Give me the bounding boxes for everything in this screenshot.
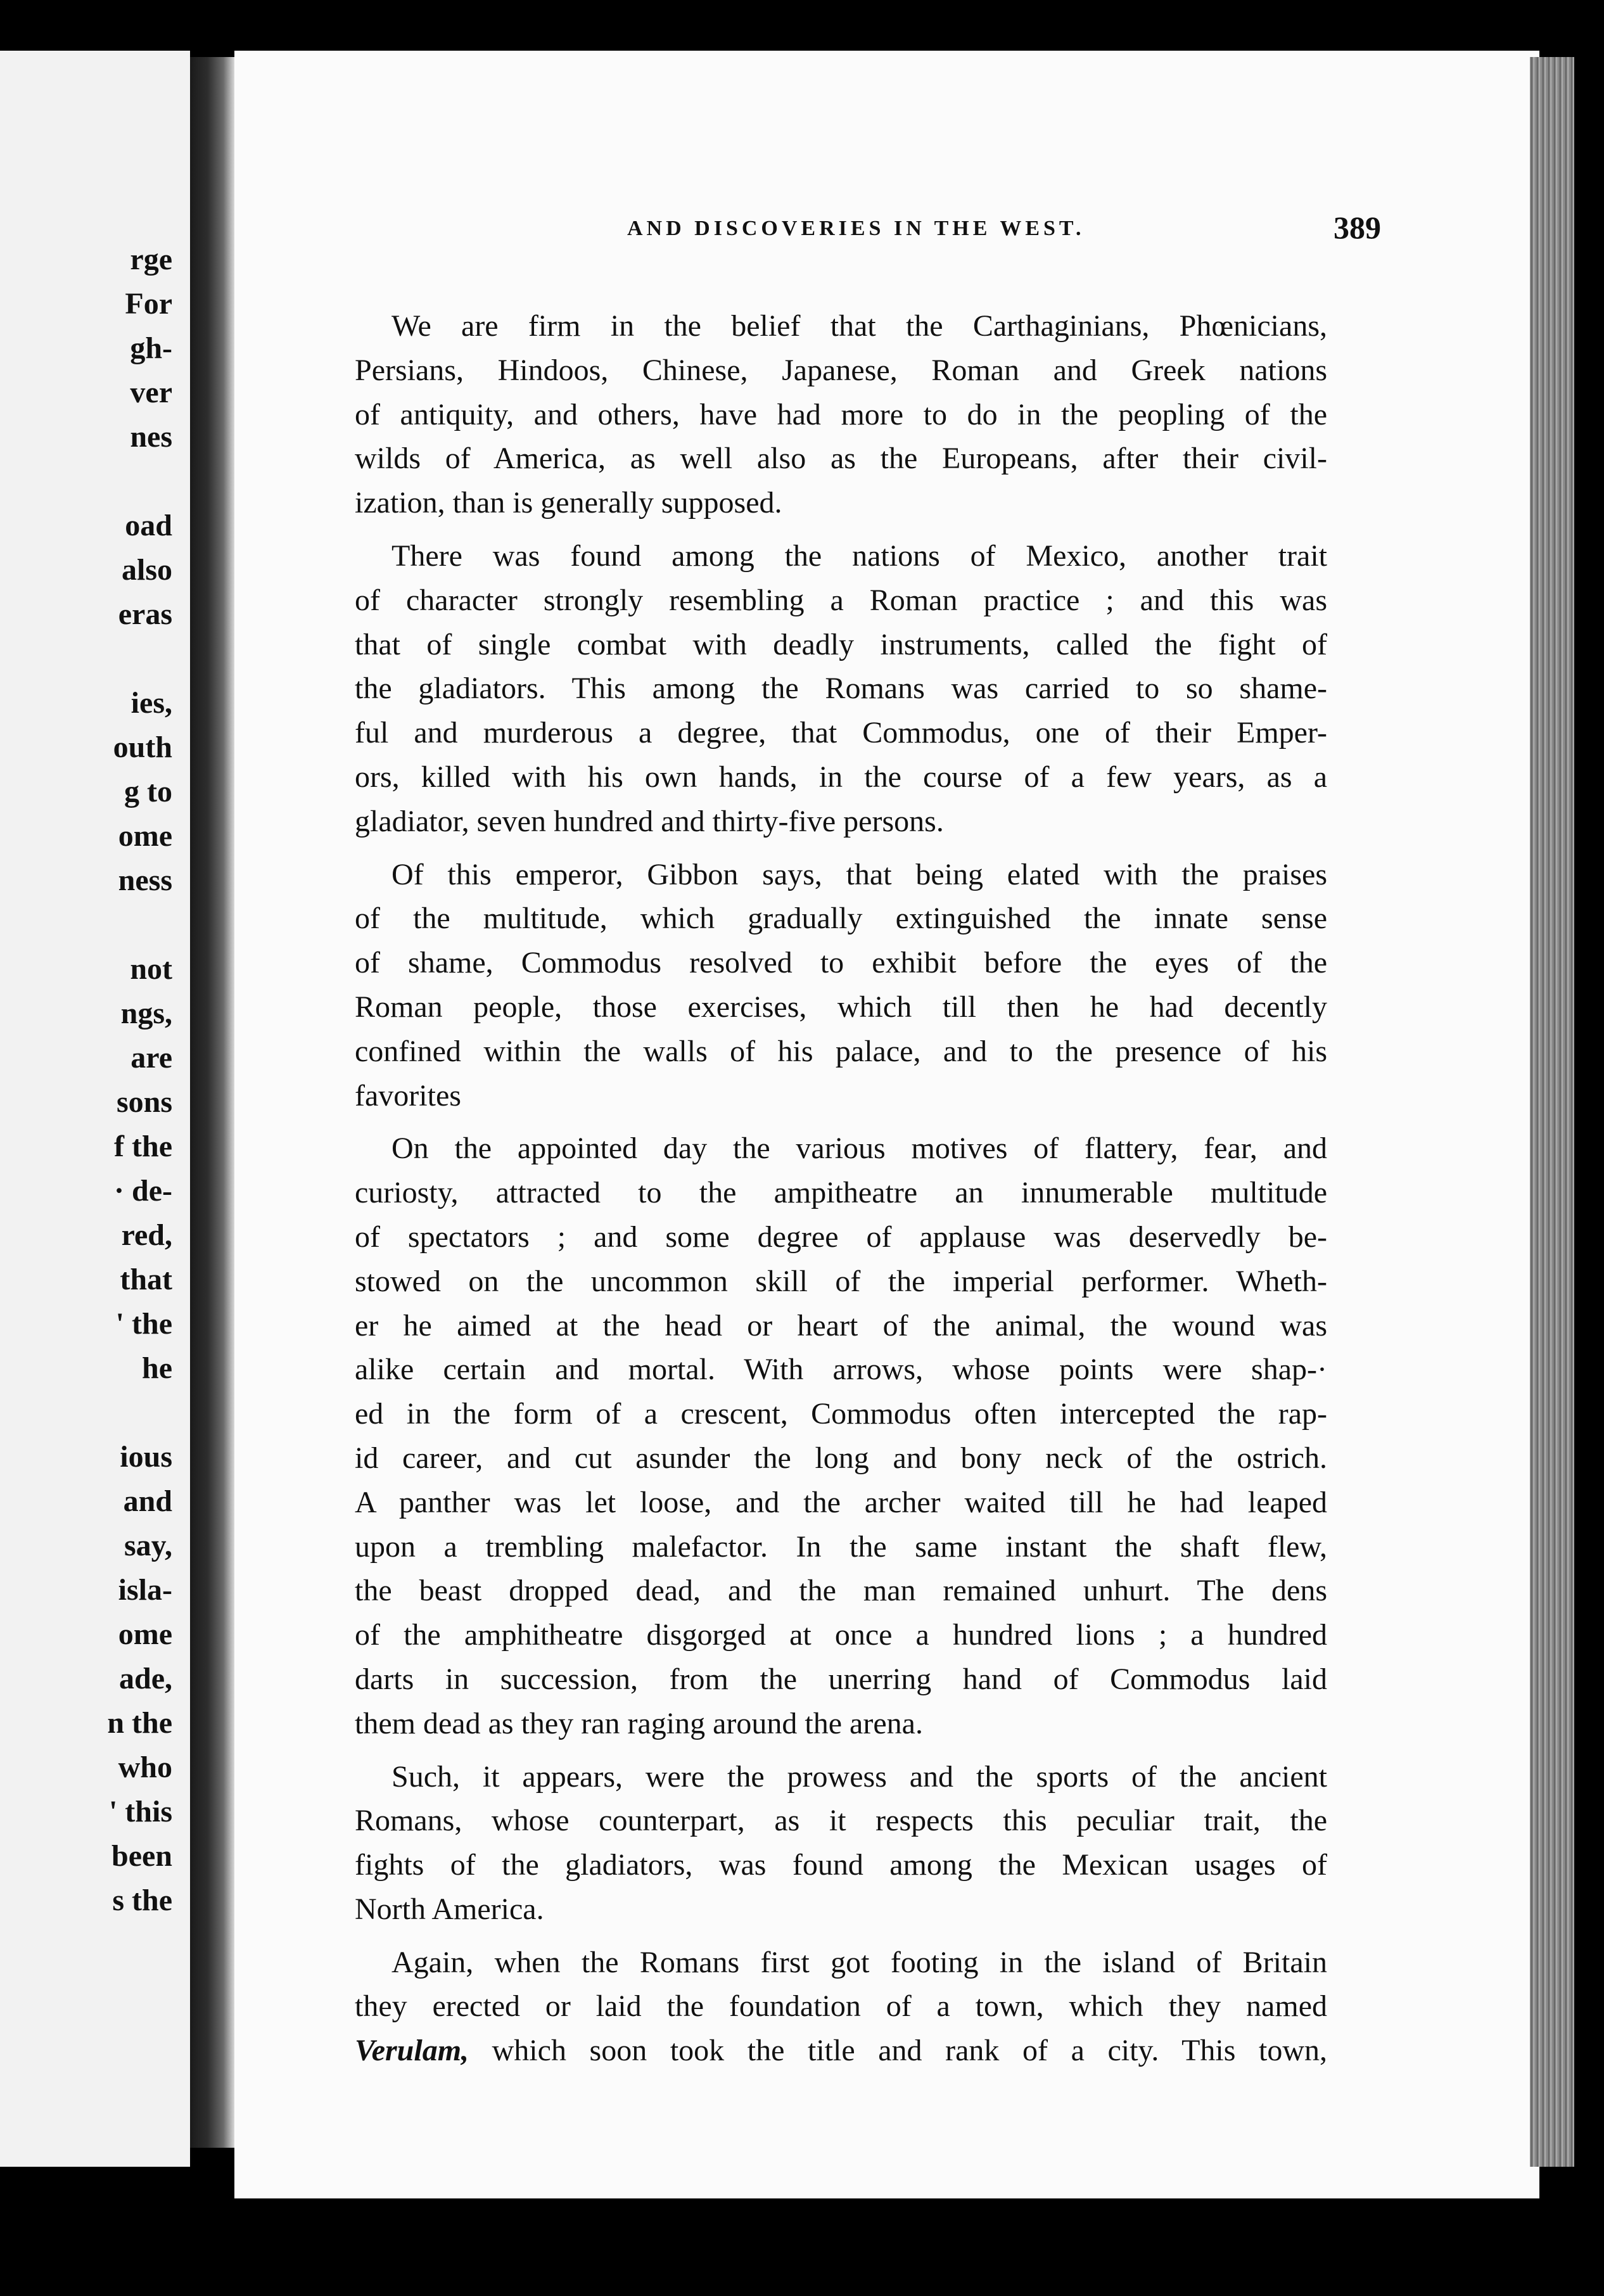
left-page-fragment: not [130,952,172,986]
text-line: favorites [355,1078,461,1113]
left-page-fragment: ver [130,376,172,409]
text-line: confined within the walls of his palace, and to the presence of his [355,1034,1327,1068]
paragraph [355,1126,1327,1745]
paragraph [355,1941,1327,2073]
left-page-fragment: say, [124,1529,172,1562]
left-page-fragment: ies, [130,686,172,720]
left-page-fragment: ome [118,1617,172,1651]
text-line: A panther was let loose, and the archer waited till he had leaped [355,1485,1327,1519]
left-page-fragment: gh- [130,331,172,365]
text-line: ors, killed with his own hands, in the course of a few years, as a [355,760,1327,794]
text-line: On the appointed day the various motives of flattery, fear, and [391,1132,1327,1166]
text-line: Roman people, those exercises, which till then he had decently [355,990,1327,1024]
paragraph [355,853,1327,1118]
text-line: id career, and cut asunder the long and bony neck of the ostrich. [355,1441,1327,1475]
paragraph [355,304,1327,525]
left-page-fragment: red, [121,1218,172,1252]
text-line: Romans, whose counterpart, as it respects this peculiar trait, the [355,1804,1327,1838]
left-page-fragment: and [123,1484,172,1518]
text-line: gladiator, seven hundred and thirty-five persons. [355,804,944,838]
text-line: of the amphitheatre disgorged at once a hundred lions ; a hundred [355,1618,1327,1652]
left-page-fragment: outh [113,730,172,764]
text-line: Of this emperor, Gibbon says, that being elated with the praises [391,857,1327,891]
left-page-fragment: isla- [118,1573,172,1607]
text-line-rest: which soon took the title and rank of a city. This town, [469,2034,1327,2068]
text-line: Persians, Hindoos, Chinese, Japanese, Roman and Greek nations [355,353,1327,387]
left-page-fragment: ome [118,819,172,853]
left-page-fragment: · de- [114,1174,172,1208]
text-line: of spectators ; and some degree of applause was deservedly be- [355,1220,1327,1254]
text-line: the gladiators. This among the Romans was carried to so shame- [355,672,1327,706]
paragraph [355,534,1327,844]
text-line: that of single combat with deadly instruments, called the fight of [355,627,1327,661]
text-line: they erected or laid the foundation of a town, which they named [355,1989,1327,2024]
left-page-fragment: n the [107,1706,172,1740]
text-line: ed in the form of a crescent, Commodus often intercepted the rap- [355,1397,1327,1431]
text-line: ization, than is generally supposed. [355,486,782,520]
left-page-fragment: oad [125,509,172,542]
text-line [355,2029,1327,2073]
running-title: AND DISCOVERIES IN THE WEST. [627,217,1085,240]
left-page-fragment: ious [120,1440,172,1474]
text-line: of character strongly resembling a Roman practice ; and this was [355,583,1327,617]
body-text [355,304,1327,2082]
text-line: Such, it appears, were the prowess and the sports of the ancient [391,1759,1327,1794]
left-page-fragment: For [125,287,172,321]
text-line: them dead as they ran raging around the arena. [355,1706,923,1740]
text-line: Again, when the Romans first got footing in the island of Britain [391,1945,1327,1979]
text-line: er he aimed at the head or heart of the animal, the wound was [355,1308,1327,1343]
left-page-fragment: ' the [115,1307,172,1341]
text-line: curiosty, attracted to the ampitheatre an innumerable multitude [355,1176,1327,1210]
text-line: We are firm in the belief that the Carthaginians, Phœnicians, [391,309,1327,343]
italic-place-name: Verulam, [355,2034,469,2068]
left-page-fragment: rge [130,243,172,276]
left-page-fragment: that [120,1263,172,1296]
book-gutter-shadow [190,57,234,2148]
left-page-fragment: ness [118,864,172,897]
left-page-fragment: he [142,1351,172,1385]
left-page-fragment: eras [118,597,172,631]
page-edge-stack [1530,57,1574,2167]
left-page-fragment: also [121,553,172,587]
left-page-fragment: s the [112,1884,172,1917]
left-page-fragment: sons [116,1085,172,1119]
left-page-fragment: g to [124,775,172,808]
left-page-fragment: been [111,1839,172,1873]
page-number: 389 [1333,210,1381,245]
text-line: There was found among the nations of Mexico, another trait [391,539,1327,573]
text-line: North America. [355,1892,544,1926]
text-line: stowed on the uncommon skill of the imperial performer. Wheth- [355,1264,1327,1298]
left-page-fragment: nes [130,420,172,454]
left-page-fragment: ade, [119,1662,172,1695]
text-line: fights of the gladiators, was found among the Mexican usages of [355,1848,1327,1882]
left-page-fragment: are [130,1041,172,1075]
text-line: the beast dropped dead, and the man remained unhurt. The dens [355,1574,1327,1608]
paragraph [355,1755,1327,1932]
text-line: of the multitude, which gradually extinguished the innate sense [355,902,1327,936]
text-line: of antiquity, and others, have had more to do in the peopling of the [355,397,1327,431]
text-line: darts in succession, from the unerring hand of Commodus laid [355,1662,1327,1696]
left-page-fragment: f the [114,1130,172,1163]
left-page-fragment: ngs, [120,997,172,1030]
left-page-fragment: who [118,1751,172,1784]
running-head [393,209,1381,247]
left-facing-page [0,51,190,2167]
text-line: ful and murderous a degree, that Commodus, one of their Emper- [355,716,1327,750]
text-line: wilds of America, as well also as the Europeans, after their civil- [355,442,1327,476]
text-line: of shame, Commodus resolved to exhibit before the eyes of the [355,946,1327,980]
left-page-fragment: ' this [108,1795,172,1828]
text-line: alike certain and mortal. With arrows, whose points were shap-· [355,1353,1327,1387]
text-line: upon a trembling malefactor. In the same instant the shaft flew, [355,1529,1327,1564]
